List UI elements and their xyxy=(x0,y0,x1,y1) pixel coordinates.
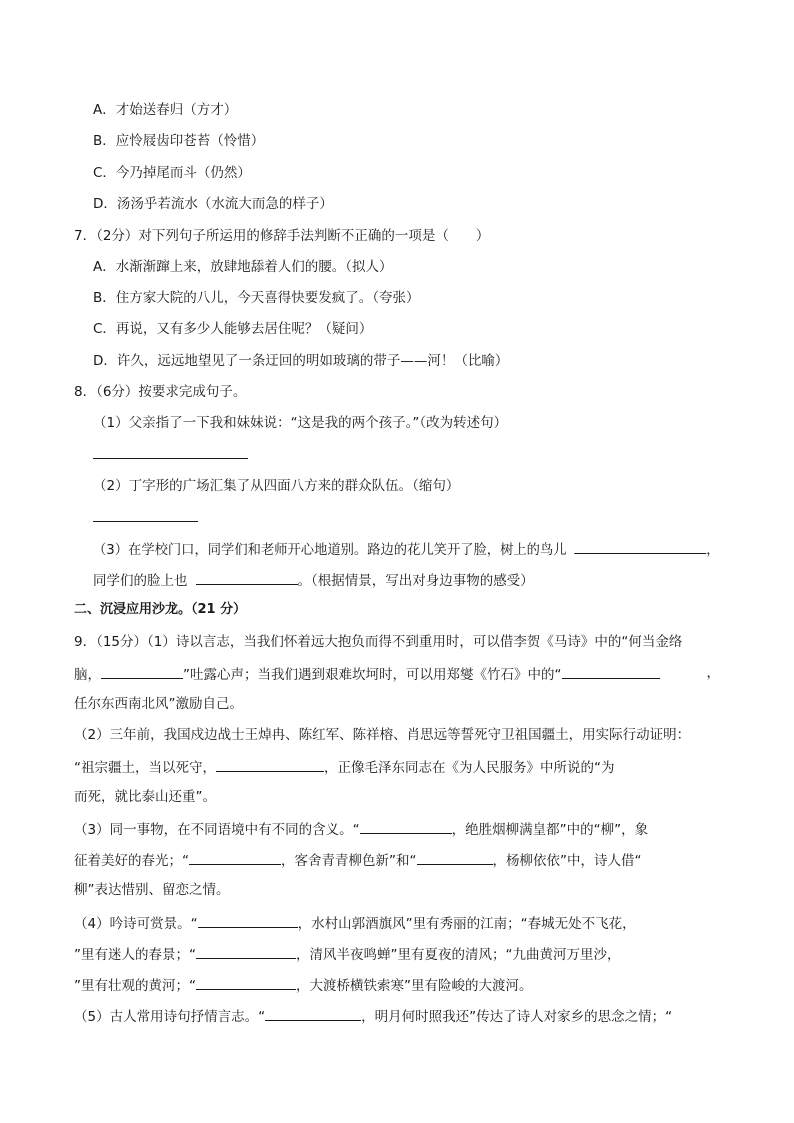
q9-blank-7[interactable] xyxy=(198,912,298,928)
q6-option-d: D．汤汤乎若流水（水流大而急的样子） xyxy=(93,196,333,212)
q9-p4-text-f: ，大渡桥横铁索寒”里有险峻的大渡河。 xyxy=(296,978,533,994)
q9-p2-line2-content xyxy=(74,756,615,778)
q8-sub1: （1）父亲指了一下我和妹妹说：“这是我的两个孩子。”（改为转述句） xyxy=(93,415,508,431)
q7-option-b: B．住方家大院的八儿，今天喜得快要发疯了。（夸张） xyxy=(93,290,420,306)
q9-p3-line3: 柳”表达惜别、留恋之情。 xyxy=(74,882,230,898)
q9-p1-line2-left xyxy=(74,663,660,685)
q8-stem: 8．（6分）按要求完成句子。 xyxy=(74,384,247,400)
q9-p4-text-d: ，清风半夜鸣蝉”里有夏夜的清风；“九曲黄河万里沙， xyxy=(296,947,621,963)
q9-p5-text-b: ，明月何时照我还”传达了诗人对家乡的思念之情；“ xyxy=(361,1009,673,1025)
q9-p2-line2 xyxy=(74,756,720,778)
q9-p3-text-b: ，绝胜烟柳满皇都”中的“柳”，象 xyxy=(451,822,649,838)
q6-option-b: B．应怜屐齿印苍苔（怜惜） xyxy=(93,133,265,149)
q8-sub3-text-b: ， xyxy=(706,542,720,558)
q9-p3-line2 xyxy=(74,849,642,871)
q9-blank-4[interactable] xyxy=(360,818,452,834)
q9-p3-text-a: （3）同一事物，在不同语境中有不同的含义。“ xyxy=(74,822,360,838)
q9-p1-line3: 任尔东西南北风”激励自己。 xyxy=(74,696,243,712)
q9-blank-1[interactable] xyxy=(101,663,183,679)
q8-sub2: （2）丁字形的广场汇集了从四面八方来的群众队伍。（缩句） xyxy=(93,478,460,494)
q9-p3-text-e: ，杨柳依依”中，诗人借“ xyxy=(492,853,642,869)
q9-blank-5[interactable] xyxy=(189,849,281,865)
q9-p1-text-b: ”吐露心声；当我们遇到艰难坎坷时，可以用郑燮《竹石》中的“ xyxy=(183,667,562,683)
q6-option-c: C．今乃掉尾而斗（仍然） xyxy=(93,165,251,181)
q8-sub3-line2 xyxy=(93,569,534,591)
q8-sub3-text-a: （3）在学校门口，同学们和老师开心地道别。路边的花儿笑开了脸，树上的鸟儿 xyxy=(93,542,567,558)
q9-p1-text-c: ， xyxy=(706,665,720,681)
q8-sub3-text-c: 同学们的脸上也 xyxy=(93,573,188,589)
q9-p4-line3 xyxy=(74,974,533,996)
q8-sub3-blank-2[interactable] xyxy=(196,569,298,585)
q9-p5-text-a: （5）古人常用诗句抒情言志。“ xyxy=(74,1009,266,1025)
q8-sub3-text-d: 。（根据情景，写出对身边事物的感受） xyxy=(297,573,534,589)
q9-blank-9[interactable] xyxy=(196,974,296,990)
q9-p4-line1 xyxy=(74,912,636,934)
q9-blank-8[interactable] xyxy=(196,943,296,959)
q9-blank-2[interactable] xyxy=(562,663,660,679)
q9-p4-text-a: （4）吟诗可赏景。“ xyxy=(74,916,198,932)
q9-p4-text-e: ”里有壮观的黄河；“ xyxy=(74,978,196,994)
section-2-heading: 二、沉浸应用沙龙。（21 分） xyxy=(74,602,247,617)
q8-answer-line-1[interactable] xyxy=(93,458,248,459)
q9-blank-3[interactable] xyxy=(216,756,324,772)
q9-p1-line1: 9．（15分）（1）诗以言志，当我们怀着远大抱负而得不到重用时，可以借李贺《马诗》中的“何当金络 xyxy=(74,634,683,650)
q9-p4-line2 xyxy=(74,943,621,965)
q9-blank-6[interactable] xyxy=(417,849,493,865)
q9-p2-line1: （2）三年前，我国戍边战士王焯冉、陈红军、陈祥榕、肖思远等誓死守卫祖国疆土，用实际行动证明： xyxy=(74,727,691,743)
q9-p5-line1 xyxy=(74,1005,672,1027)
q9-p3-text-d: ，客舍青青柳色新”和“ xyxy=(281,853,417,869)
q9-p4-text-b: ，水村山郭酒旗风”里有秀丽的江南；“春城无处不飞花， xyxy=(297,916,636,932)
q9-p2-text-a: “祖宗疆土，当以死守， xyxy=(74,760,216,776)
q8-sub3-blank-1[interactable] xyxy=(574,538,706,554)
q6-option-a: A．才始送春归（方才） xyxy=(93,102,238,118)
q7-option-d: D．许久，远远地望见了一条迂回的明如玻璃的带子——河！（比喻） xyxy=(93,353,509,369)
q7-stem: 7．（2分）对下列句子所运用的修辞手法判断不正确的一项是（ ） xyxy=(74,228,490,244)
q9-p1-text-a: 脑， xyxy=(74,667,101,683)
q9-p3-text-c: 征着美好的春光；“ xyxy=(74,853,189,869)
q9-p1-line2 xyxy=(74,663,720,685)
q9-blank-10[interactable] xyxy=(265,1005,361,1021)
q7-option-a: A．水渐渐蹿上来，放肆地舔着人们的腰。（拟人） xyxy=(93,259,393,275)
q9-p2-text-b: ，正像毛泽东同志在《为人民服务》中所说的“为 xyxy=(324,760,615,776)
q9-p4-text-c: ”里有迷人的春景；“ xyxy=(74,947,196,963)
q7-option-c: C．再说，又有多少人能够去居住呢？（疑问） xyxy=(93,321,373,337)
q9-p2-line3: 而死，就比泰山还重”。 xyxy=(74,789,216,805)
q9-p3-line1 xyxy=(74,818,648,840)
q8-sub3-line1 xyxy=(93,538,720,560)
q8-answer-line-2[interactable] xyxy=(93,521,198,522)
